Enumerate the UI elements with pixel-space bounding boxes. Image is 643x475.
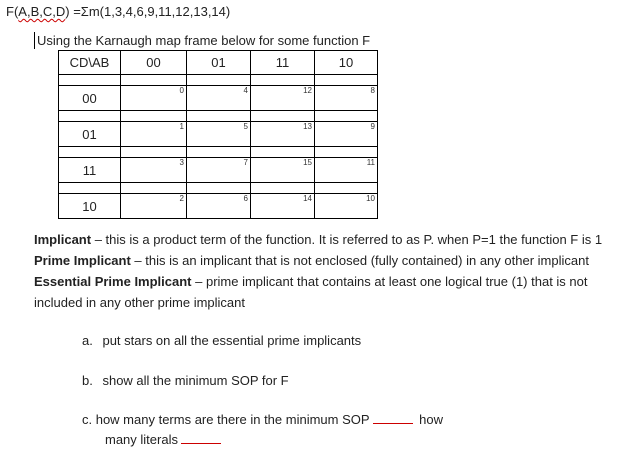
kmap-spacer-cell: [251, 183, 315, 194]
kmap-spacer-cell: [59, 75, 121, 86]
kmap-spacer-cell: [315, 183, 378, 194]
function-args: A,B,C,D: [18, 4, 66, 19]
kmap-cell[interactable]: [315, 122, 378, 147]
cell-index: 8: [370, 86, 375, 95]
function-definition: [6, 4, 230, 19]
cell-index: 14: [303, 194, 312, 203]
answer-blank-terms[interactable]: [373, 412, 413, 424]
kmap-cell[interactable]: [315, 86, 378, 111]
kmap-spacer-cell: [315, 75, 378, 86]
cell-index: 6: [243, 194, 248, 203]
kmap-col-header: 10: [315, 51, 378, 75]
kmap-cell[interactable]: [251, 158, 315, 183]
kmap-cell[interactable]: [121, 194, 187, 219]
cell-index: 1: [179, 122, 184, 131]
question-b: [82, 373, 289, 388]
kmap-spacer-cell: [121, 183, 187, 194]
kmap-spacer-cell: [121, 147, 187, 158]
kmap-cell[interactable]: [121, 122, 187, 147]
kmap-cell[interactable]: [121, 86, 187, 111]
kmap-header-row: [59, 51, 378, 75]
kmap-spacer-cell: [315, 111, 378, 122]
kmap-cell[interactable]: [187, 158, 251, 183]
kmap-col-header: 00: [121, 51, 187, 75]
kmap-spacer-cell: [121, 75, 187, 86]
question-c-continued: [105, 432, 221, 447]
kmap-spacer-cell: [251, 111, 315, 122]
kmap-spacer-cell: [59, 111, 121, 122]
kmap-cell[interactable]: [251, 86, 315, 111]
cell-index: 9: [370, 122, 375, 131]
kmap-col-header: 11: [251, 51, 315, 75]
cell-index: 3: [179, 158, 184, 167]
kmap-row: [59, 194, 378, 219]
answer-blank-literals[interactable]: [181, 432, 221, 444]
question-text-how: how: [419, 412, 444, 427]
cell-index: 12: [303, 86, 312, 95]
definition-prime-implicant: [34, 250, 589, 271]
kmap-spacer-cell: [59, 183, 121, 194]
cell-index: 11: [366, 158, 375, 167]
definition-term: Prime Implicant: [34, 253, 131, 268]
definition-text: included in any other prime implicant: [34, 295, 245, 310]
intro-text: Using the Karnaugh map frame below for some function F: [37, 33, 371, 48]
definition-continuation: [34, 292, 245, 313]
function-prefix: F(: [6, 4, 19, 19]
definition-term: Implicant: [34, 232, 92, 247]
kmap-row-label: 11: [59, 158, 121, 183]
kmap-row: [59, 122, 378, 147]
question-text: show all the minimum SOP for F: [102, 373, 289, 388]
question-c: [82, 412, 443, 427]
question-text: c. how many terms are there in the minimum SOP: [82, 412, 370, 427]
question-label: a.: [82, 333, 93, 348]
definition-text: – this is an implicant that is not enclosed (fully contained) in any other implicant: [130, 253, 589, 268]
cell-index: 10: [366, 194, 375, 203]
kmap-cell[interactable]: [121, 158, 187, 183]
kmap-cell[interactable]: [251, 194, 315, 219]
kmap-spacer-row: [59, 111, 378, 122]
kmap-spacer-cell: [251, 147, 315, 158]
kmap-spacer-cell: [251, 75, 315, 86]
question-text: put stars on all the essential prime implicants: [102, 333, 362, 348]
kmap-cell[interactable]: [187, 122, 251, 147]
cell-index: 13: [303, 122, 312, 131]
definition-text: – prime implicant that contains at least one logical true (1) that is not: [191, 274, 588, 289]
karnaugh-map-table: [58, 50, 378, 219]
kmap-spacer-cell: [121, 111, 187, 122]
cell-index: 2: [179, 194, 184, 203]
kmap-row: [59, 158, 378, 183]
kmap-spacer-cell: [315, 147, 378, 158]
cell-index: 0: [179, 86, 184, 95]
definition-essential-prime-implicant: [34, 271, 588, 292]
kmap-spacer-row: [59, 183, 378, 194]
kmap-spacer-cell: [187, 111, 251, 122]
kmap-cell[interactable]: [251, 122, 315, 147]
function-minterms: ) =Σm(1,3,4,6,9,11,12,13,14): [65, 4, 231, 19]
kmap-spacer-cell: [187, 183, 251, 194]
kmap-cell[interactable]: [187, 194, 251, 219]
cell-index: 15: [303, 158, 312, 167]
kmap-row-label: 00: [59, 86, 121, 111]
kmap-spacer-cell: [59, 147, 121, 158]
definition-term: Essential Prime Implicant: [34, 274, 192, 289]
kmap-spacer-row: [59, 147, 378, 158]
kmap-cell[interactable]: [315, 158, 378, 183]
cell-index: 4: [243, 86, 248, 95]
definition-text: – this is a product term of the function. It is referred to as P. when P=1 the function F is 1: [91, 232, 603, 247]
question-text: many literals: [105, 432, 178, 447]
kmap-row: [59, 86, 378, 111]
cell-index: 7: [243, 158, 248, 167]
question-a: [82, 333, 361, 348]
cell-index: 5: [243, 122, 248, 131]
definition-implicant: [34, 229, 602, 250]
kmap-corner-label: CD\AB: [59, 51, 121, 75]
kmap-row-label: 10: [59, 194, 121, 219]
question-label: b.: [82, 373, 93, 388]
kmap-spacer-cell: [187, 75, 251, 86]
kmap-cell[interactable]: [187, 86, 251, 111]
kmap-spacer-row: [59, 75, 378, 86]
kmap-col-header: 01: [187, 51, 251, 75]
kmap-spacer-cell: [187, 147, 251, 158]
kmap-cell[interactable]: [315, 194, 378, 219]
text-cursor: [34, 32, 35, 49]
kmap-row-label: 01: [59, 122, 121, 147]
